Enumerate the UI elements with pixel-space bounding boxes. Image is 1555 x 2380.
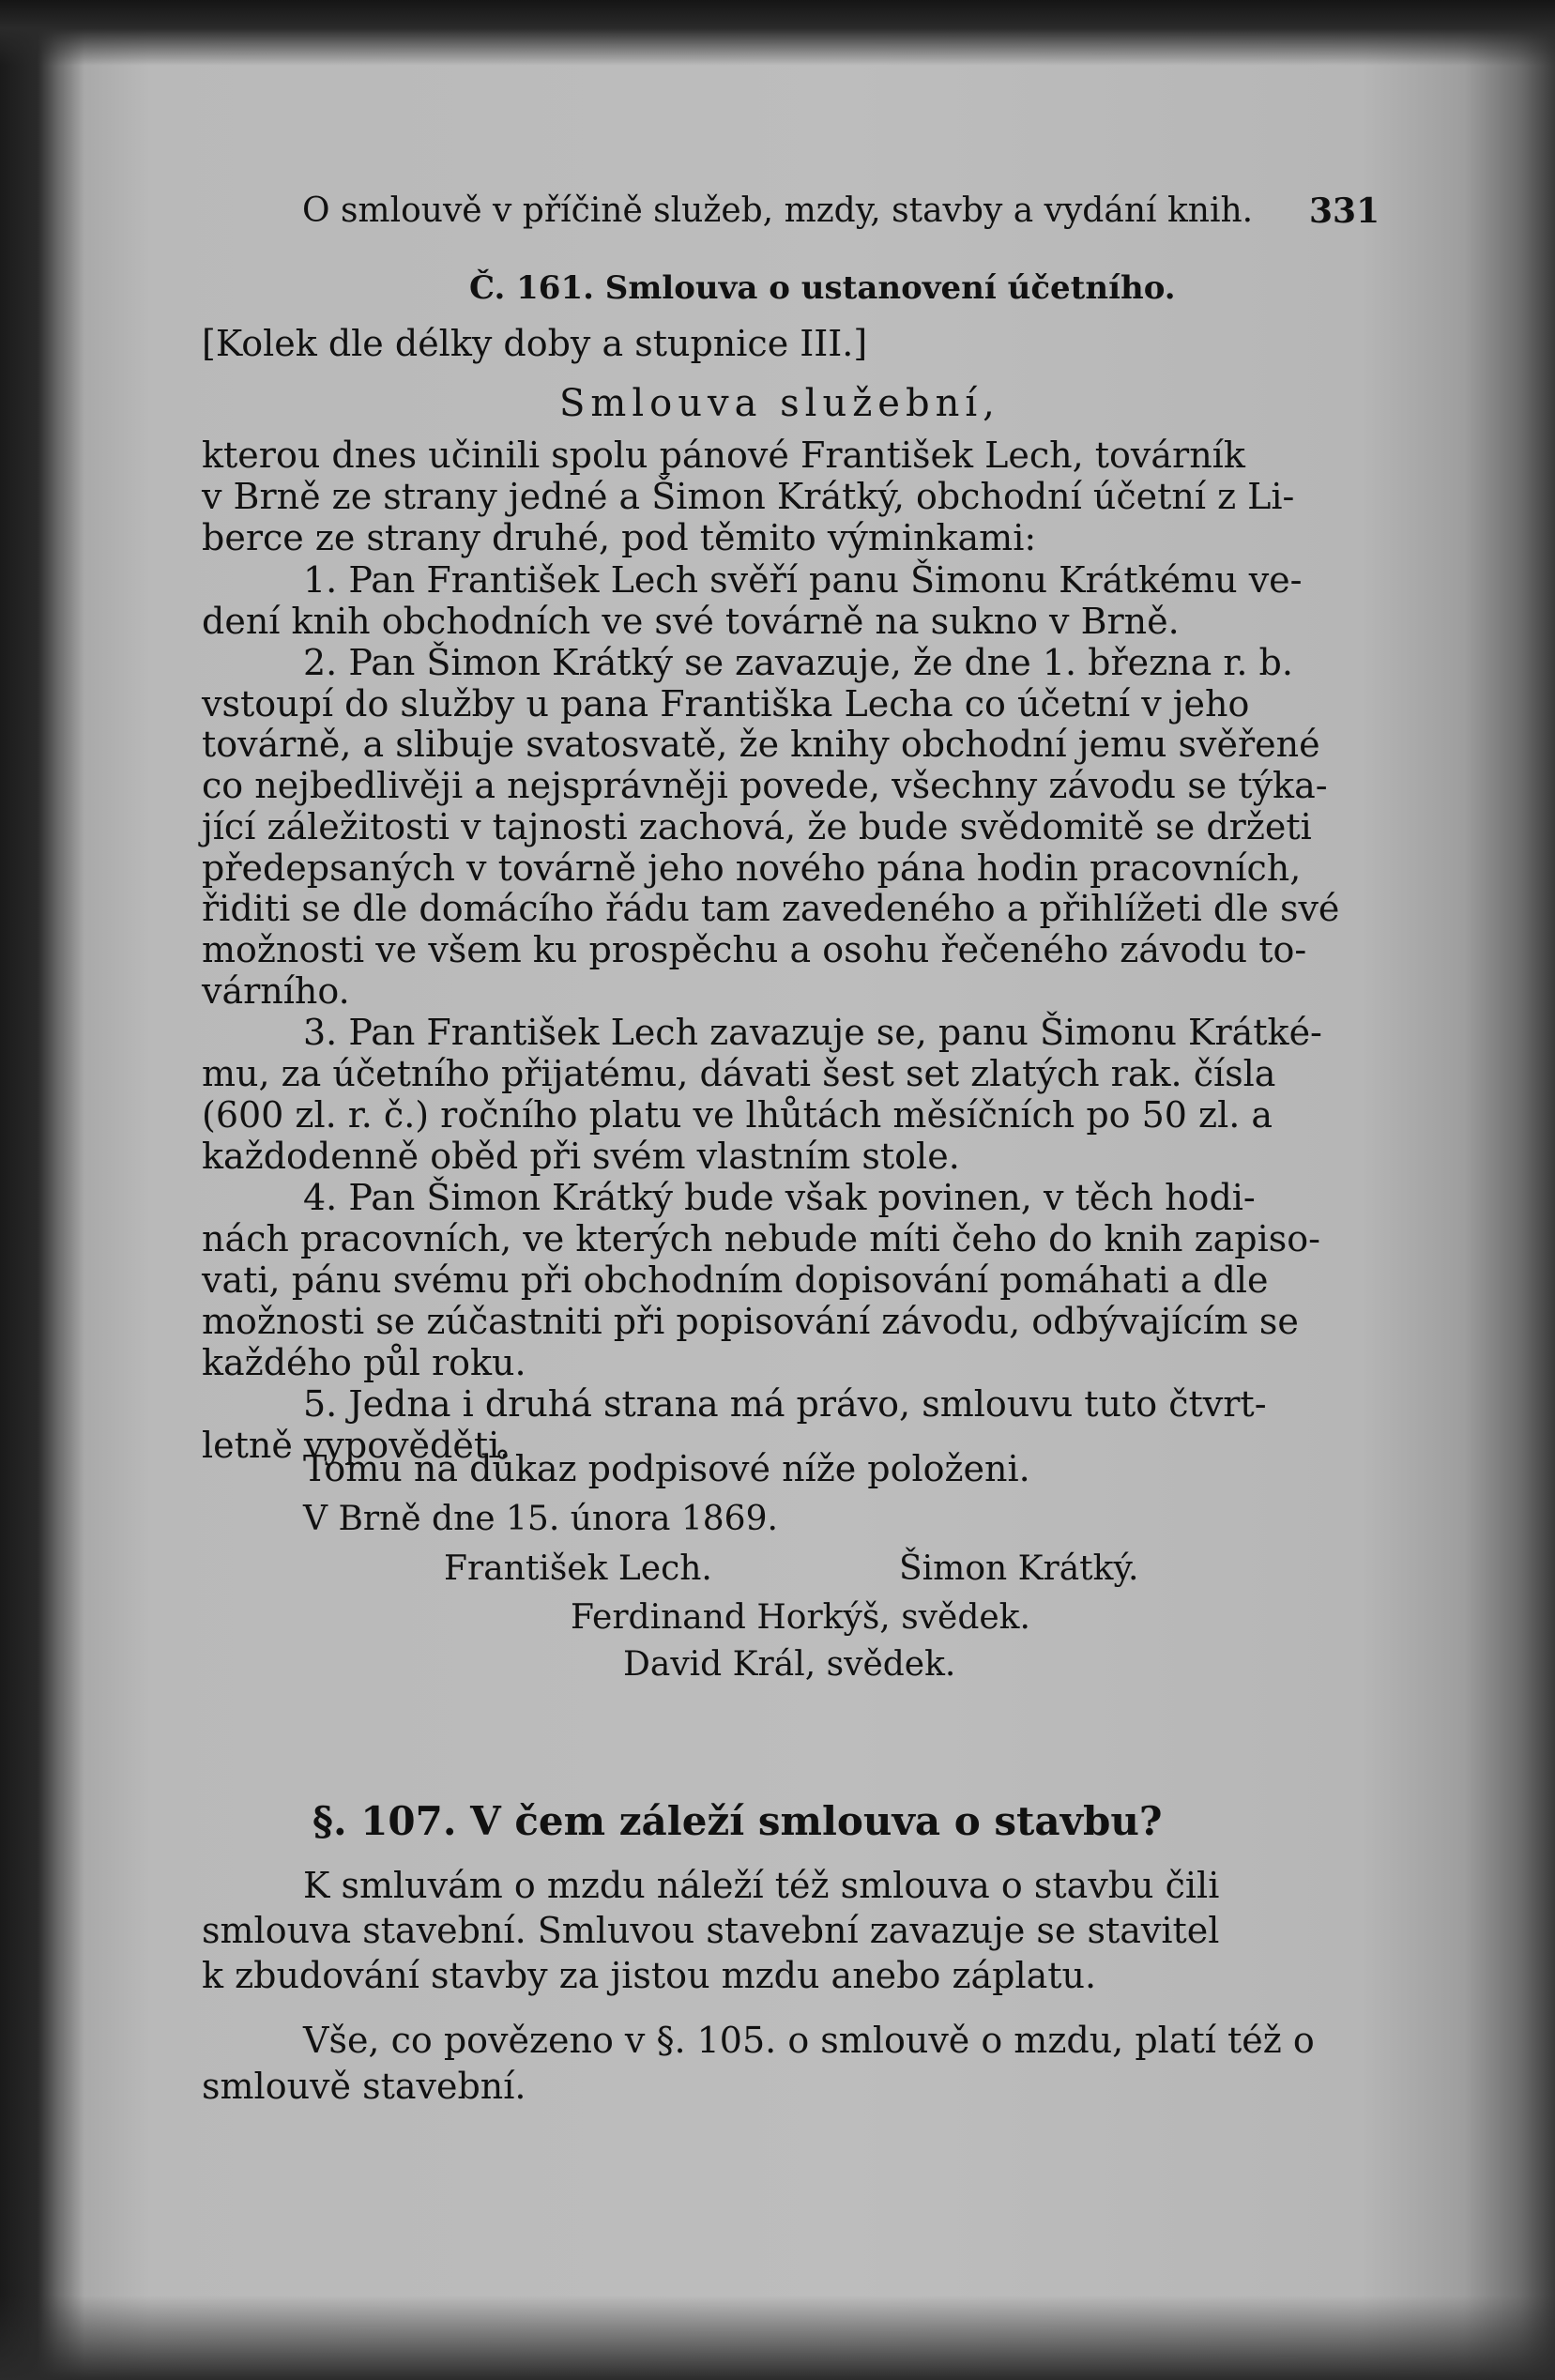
form-heading: Č. 161. Smlouva o ustanovení účetního.: [469, 269, 1176, 307]
section-line: smlouva stavební. Smluvou stavební zavazuje se stavitel: [202, 1910, 1220, 1951]
contract-line: jící záležitosti v tajnosti zachová, že bude svědomitě se držeti: [202, 806, 1312, 847]
contract-line: nách pracovních, ve kterých nebude míti čeho do knih zapiso-: [202, 1218, 1320, 1259]
contract-line: (600 zl. r. č.) ročního platu ve lhůtách měsíčních po 50 zl. a: [202, 1094, 1273, 1136]
contract-line: každého půl roku.: [202, 1342, 526, 1383]
contract-date: V Brně dne 15. února 1869.: [303, 1500, 778, 1538]
section-line: k zbudování stavby za jistou mzdu anebo záplatu.: [202, 1955, 1097, 1996]
contract-line: mu, za účetního přijatému, dávati šest set zlatých rak. čísla: [202, 1053, 1276, 1094]
page-number: 331: [1309, 191, 1380, 231]
contract-line: 2. Pan Šimon Krátký se zavazuje, že dne 1. března r. b.: [303, 642, 1293, 683]
signature-1: František Lech.: [444, 1549, 712, 1588]
section-heading: §. 107. V čem záleží smlouva o stavbu?: [313, 1798, 1163, 1844]
running-header: O smlouvě v příčině služeb, mzdy, stavby a vydání knih.: [302, 191, 1254, 230]
contract-line: 1. Pan František Lech svěří panu Šimonu Krátkému ve-: [303, 559, 1303, 601]
contract-line: továrně, a slibuje svatosvatě, že knihy obchodní jemu svěřené: [202, 724, 1320, 765]
contract-line: co nejbedlivěji a nejsprávněji povede, všechny závodu se týka-: [202, 765, 1328, 806]
section-line: Vše, co povězeno v §. 105. o smlouvě o mzdu, platí též o: [303, 2020, 1315, 2061]
contract-line: možnosti se zúčastniti při popisování závodu, odbývajícím se: [202, 1301, 1299, 1342]
witness-2: David Král, svědek.: [623, 1645, 956, 1684]
contract-line: řiditi se dle domácího řádu tam zavedeného a přihlížeti dle své: [202, 888, 1340, 929]
section-line: K smluvám o mzdu náleží též smlouva o stavbu čili: [303, 1865, 1220, 1906]
contract-line: letně vypověděti.: [202, 1425, 511, 1466]
contract-line: 5. Jedna i druhá strana má právo, smlouvu tuto čtvrt-: [303, 1383, 1267, 1425]
contract-title: Smlouva služební,: [559, 382, 1000, 425]
contract-line: Tomu na důkaz podpisové níže položeni.: [303, 1448, 1030, 1489]
contract-line: vstoupí do služby u pana Františka Lecha co účetní v jeho: [202, 683, 1250, 725]
section-line: smlouvě stavební.: [202, 2066, 526, 2107]
contract-line: předepsaných v továrně jeho nového pána hodin pracovních,: [202, 847, 1302, 889]
contract-line: vati, pánu svému při obchodním dopisování pomáhati a dle: [202, 1259, 1269, 1301]
contract-line: várního.: [202, 970, 350, 1012]
contract-line: kterou dnes učinili spolu pánové František Lech, továrník: [202, 435, 1245, 476]
contract-line: 3. Pan František Lech zavazuje se, panu Šimonu Krátké-: [303, 1012, 1322, 1053]
stamp-note: [Kolek dle délky doby a stupnice III.]: [202, 323, 868, 364]
contract-line: dení knih obchodních ve své továrně na sukno v Brně.: [202, 601, 1180, 642]
contract-line: každodenně oběd při svém vlastním stole.: [202, 1136, 960, 1177]
contract-line: možnosti ve všem ku prospěchu a osohu řečeného závodu to-: [202, 929, 1307, 970]
contract-line: v Brně ze strany jedné a Šimon Krátký, obchodní účetní z Li-: [202, 476, 1295, 517]
contract-line: berce ze strany druhé, pod těmito výminkami:: [202, 517, 1037, 558]
witness-1: Ferdinand Horkýš, svědek.: [571, 1598, 1030, 1637]
signature-2: Šimon Krátký.: [899, 1549, 1139, 1588]
contract-line: 4. Pan Šimon Krátký bude však povinen, v těch hodi-: [303, 1177, 1256, 1218]
